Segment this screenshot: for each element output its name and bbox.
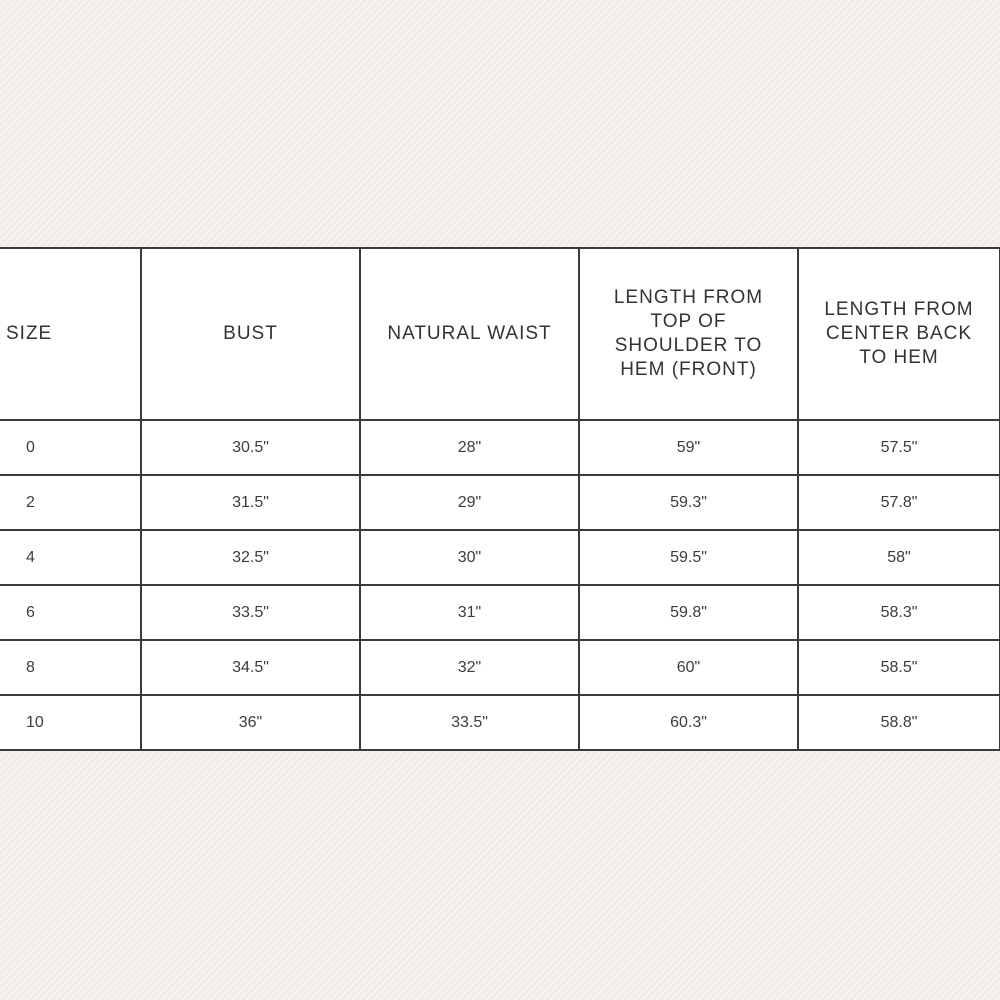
size-chart-panel xyxy=(0,247,1000,751)
cell-length-front: 59.5" xyxy=(579,530,798,585)
cell-bust: 34.5" xyxy=(141,640,360,695)
header-bust: BUST xyxy=(141,248,360,420)
table-header-row xyxy=(0,248,1000,420)
cell-natural-waist: 28" xyxy=(360,420,579,475)
cell-length-back: 58.3" xyxy=(798,585,1000,640)
cell-length-front: 59.3" xyxy=(579,475,798,530)
cell-length-front: 59" xyxy=(579,420,798,475)
header-natural-waist: NATURAL WAIST xyxy=(360,248,579,420)
cell-length-back: 58.5" xyxy=(798,640,1000,695)
cell-length-back: 58" xyxy=(798,530,1000,585)
cell-natural-waist: 32" xyxy=(360,640,579,695)
cell-length-front: 60.3" xyxy=(579,695,798,750)
cell-bust: 31.5" xyxy=(141,475,360,530)
cell-size: 6 xyxy=(0,585,141,640)
cell-natural-waist: 30" xyxy=(360,530,579,585)
table-row xyxy=(0,420,1000,475)
cell-length-back: 57.5" xyxy=(798,420,1000,475)
cell-bust: 33.5" xyxy=(141,585,360,640)
cell-length-back: 58.8" xyxy=(798,695,1000,750)
cell-size: 2 xyxy=(0,475,141,530)
table-row xyxy=(0,475,1000,530)
cell-bust: 32.5" xyxy=(141,530,360,585)
cell-size: 4 xyxy=(0,530,141,585)
cell-length-front: 60" xyxy=(579,640,798,695)
cell-natural-waist: 33.5" xyxy=(360,695,579,750)
cell-length-back: 57.8" xyxy=(798,475,1000,530)
table-row xyxy=(0,695,1000,750)
cell-length-front: 59.8" xyxy=(579,585,798,640)
table-row xyxy=(0,640,1000,695)
header-length-front: LENGTH FROM TOP OF SHOULDER TO HEM (FRONT) xyxy=(579,248,798,420)
table-row xyxy=(0,530,1000,585)
cell-size: 10 xyxy=(0,695,141,750)
cell-bust: 30.5" xyxy=(141,420,360,475)
header-size: SIZE xyxy=(0,248,141,420)
table-row xyxy=(0,585,1000,640)
cell-bust: 36" xyxy=(141,695,360,750)
size-chart-table xyxy=(0,247,1000,751)
cell-size: 0 xyxy=(0,420,141,475)
cell-size: 8 xyxy=(0,640,141,695)
cell-natural-waist: 29" xyxy=(360,475,579,530)
header-length-back: LENGTH FROM CENTER BACK TO HEM xyxy=(798,248,1000,420)
cell-natural-waist: 31" xyxy=(360,585,579,640)
